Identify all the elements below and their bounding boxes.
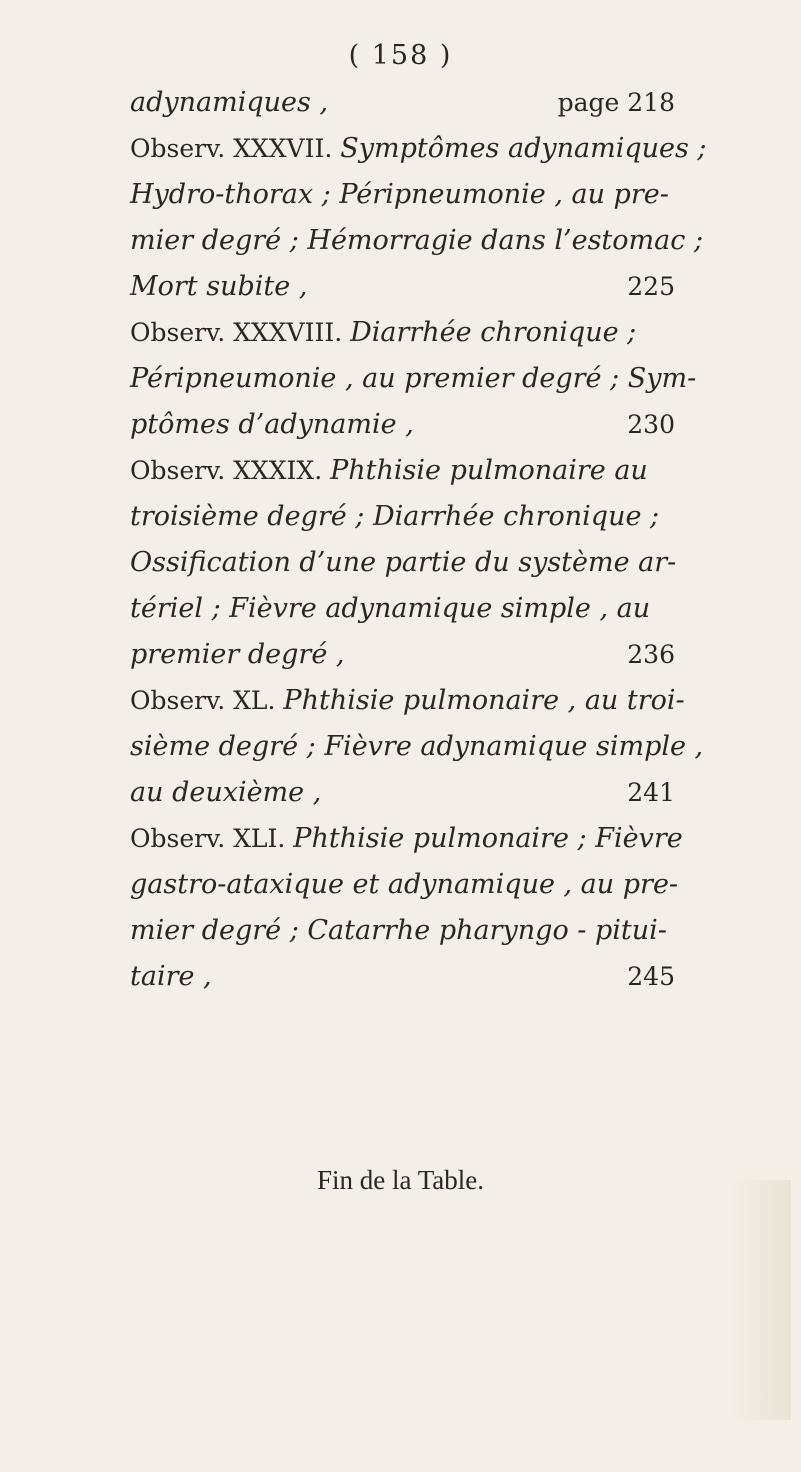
observation-label: Observ. XL.: [130, 686, 284, 715]
toc-line: [130, 908, 675, 954]
entry-title-text: premier degré ,: [130, 639, 345, 670]
toc-line: [130, 310, 675, 356]
observation-label: Observ. XXXVII.: [130, 134, 341, 163]
page-reference: 241: [627, 778, 675, 807]
observation-label: Observ. XXXVIII.: [130, 318, 351, 347]
entry-title-text: Phthisie pulmonaire ; Fièvre: [293, 823, 683, 854]
toc-line: [130, 402, 675, 448]
page-reference: 230: [627, 410, 675, 439]
entry-title-text: Péripneumonie , au premier degré ; Sym-: [130, 363, 697, 394]
end-of-table-text: Fin de la Table.: [316, 1165, 485, 1195]
entry-title-text: Symptômes adynamiques ;: [340, 133, 707, 164]
entry-title-text: Ossification d’une partie du système ar-: [130, 547, 677, 578]
entry-title-text: adynamiques ,: [130, 87, 329, 118]
toc-line: [130, 494, 675, 540]
page-reference: page 218: [557, 88, 675, 117]
page-number: ( 158 ): [348, 40, 453, 71]
observation-label: Observ. XXXIX.: [130, 456, 331, 485]
toc-line: [130, 816, 683, 862]
toc-line: [130, 770, 675, 816]
entry-title-text: mier degré ; Hémorragie dans l’estomac ;: [130, 225, 704, 256]
entry-title-text: gastro-ataxique et adynamique , au pre-: [130, 869, 679, 900]
paper-stain: [731, 1180, 791, 1420]
page-reference: 236: [627, 640, 675, 669]
entry-title-text: ptômes d’adynamie ,: [130, 409, 414, 440]
toc-line: [130, 356, 697, 402]
entry-title-text: Phthisie pulmonaire , au troi-: [283, 685, 685, 716]
toc-line: [130, 724, 704, 770]
toc-line: [130, 586, 675, 632]
entry-title-text: au deuxième ,: [130, 777, 322, 808]
entry-title-text: mier degré ; Catarrhe pharyngo - pitui-: [130, 915, 667, 946]
toc-line: [130, 264, 675, 310]
entry-title-text: Hydro-thorax ; Péripneumonie , au pre-: [130, 179, 669, 210]
entry-title-text: Mort subite ,: [130, 271, 308, 302]
entry-title-text: taire ,: [130, 961, 212, 992]
toc-line: [130, 172, 675, 218]
toc-line: [130, 80, 675, 126]
toc-line: [130, 448, 675, 494]
toc-line: [130, 632, 675, 678]
page-reference: 245: [627, 962, 675, 991]
entry-title-text: Phthisie pulmonaire au: [330, 455, 648, 486]
toc-line: [130, 218, 704, 264]
entry-title-text: tériel ; Fièvre adynamique simple , au: [130, 593, 651, 624]
observation-label: Observ. XLI.: [130, 824, 294, 853]
toc-line: [130, 678, 685, 724]
entry-title-text: troisième degré ; Diarrhée chronique ;: [130, 501, 660, 532]
toc-line: [130, 126, 707, 172]
toc-line: [130, 954, 675, 1000]
toc-line: [130, 540, 675, 586]
entry-title-text: sième degré ; Fièvre adynamique simple ,: [130, 731, 704, 762]
entry-title-text: Diarrhée chronique ;: [350, 317, 637, 348]
toc-line: [130, 862, 679, 908]
page-reference: 225: [627, 272, 675, 301]
table-of-contents: [130, 80, 707, 1000]
